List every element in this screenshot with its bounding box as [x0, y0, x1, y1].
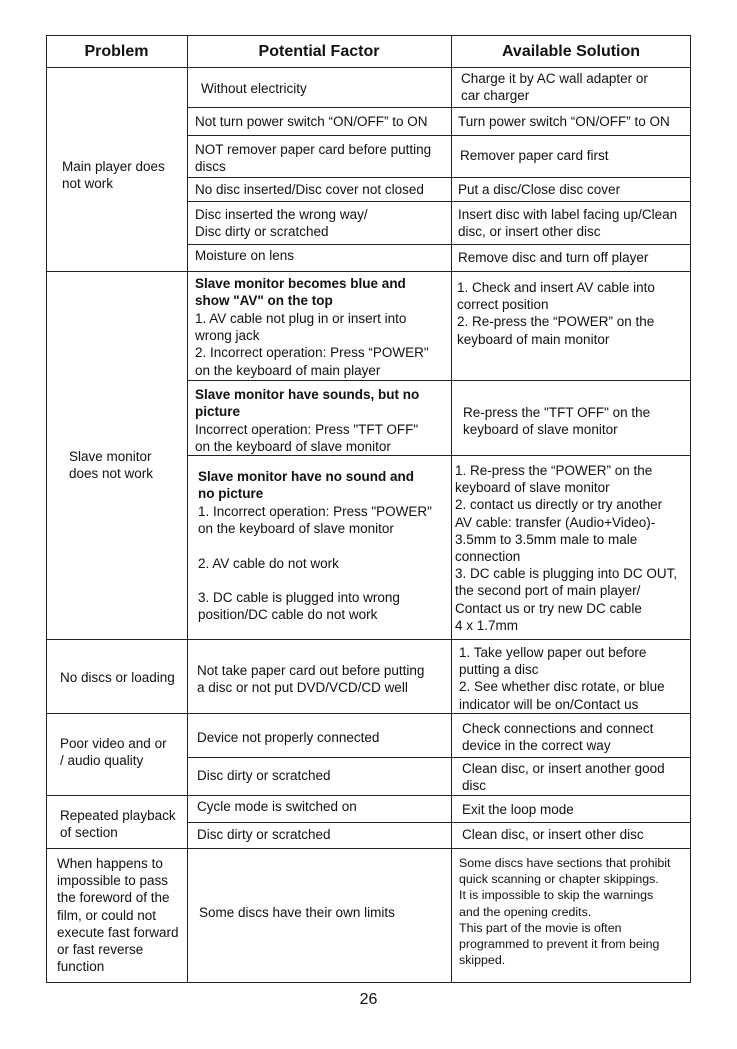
- factor-cell: Disc dirty or scratched: [197, 827, 331, 842]
- solution-cell: Clean disc, or insert another good disc: [462, 761, 665, 794]
- factor-cell: Moisture on lens: [195, 248, 295, 263]
- troubleshooting-table: [46, 35, 691, 983]
- problem-foreword: When happens to impossible to pass the foreword of the film, or could not execute fast forward or fast reverse function: [57, 856, 179, 975]
- solution-cell: Put a disc/Close disc cover: [458, 182, 621, 197]
- factor-cell: 1. Incorrect operation: Press "POWER" on the keyboard of slave monitor 2. AV cable do not work 3. DC cable is plugged into wrong position/DC cable do not work: [198, 504, 432, 623]
- solution-cell: Some discs have sections that prohibit quick scanning or chapter skippings. It is impossible to skip the warnings and the opening credits. This part of the movie is often programmed to prevent it from being skipped.: [459, 856, 671, 968]
- problem-slave-monitor: Slave monitor does not work: [69, 449, 154, 482]
- solution-cell: Charge it by AC wall adapter or car charger: [461, 71, 648, 104]
- factor-cell: Some discs have their own limits: [199, 905, 395, 920]
- factor-cell: Not take paper card out before putting a disc or not put DVD/VCD/CD well: [197, 663, 425, 696]
- factor-cell: Disc dirty or scratched: [197, 768, 331, 783]
- factor-cell: NOT remover paper card before putting discs: [195, 142, 432, 175]
- page-number: 26: [359, 991, 378, 1008]
- solution-cell: 1. Check and insert AV cable into correct position 2. Re-press the “POWER” on the keyboard of main monitor: [457, 280, 655, 347]
- solution-cell: 1. Take yellow paper out before putting a disc 2. See whether disc rotate, or blue indicator will be on/Contact us: [459, 645, 665, 712]
- factor-cell: Cycle mode is switched on: [197, 799, 357, 814]
- problem-main-player: Main player does not work: [62, 159, 165, 192]
- factor-cell: No disc inserted/Disc cover not closed: [195, 182, 424, 197]
- factor-cell: Disc inserted the wrong way/ Disc dirty or scratched: [195, 207, 368, 240]
- problem-no-discs: No discs or loading: [60, 670, 175, 685]
- factor-cell: Without electricity: [201, 81, 307, 96]
- problem-repeated-playback: Repeated playback of section: [60, 808, 176, 841]
- solution-cell: Clean disc, or insert other disc: [462, 827, 644, 842]
- solution-cell: Check connections and connect device in the correct way: [462, 721, 654, 754]
- factor-title: Slave monitor have no sound and no picture: [198, 469, 415, 502]
- solution-cell: 1. Re-press the “POWER” on the keyboard of slave monitor 2. contact us directly or try another AV cable: transfer (Audio+Video)- 3.5mm to 3.5mm male to male connection 3. DC cable is plugging into DC OUT, the second port of main player/ Contact us or try new DC cable 4 x 1.7mm: [455, 463, 678, 633]
- solution-cell: Remove disc and turn off player: [458, 250, 649, 265]
- factor-cell: 1. AV cable not plug in or insert into wrong jack 2. Incorrect operation: Press “POWER" on the keyboard of main player: [195, 311, 429, 378]
- solution-cell: Turn power switch “ON/OFF” to ON: [458, 114, 670, 129]
- header-potential-factor: Potential Factor: [258, 43, 380, 60]
- factor-title: Slave monitor have sounds, but no picture: [195, 387, 420, 420]
- factor-title: Slave monitor becomes blue and show "AV" on the top: [195, 276, 406, 309]
- header-problem: Problem: [84, 43, 149, 60]
- solution-cell: Insert disc with label facing up/Clean disc, or insert other disc: [458, 207, 678, 240]
- solution-cell: Remover paper card first: [460, 148, 609, 163]
- factor-cell: Incorrect operation: Press "TFT OFF" on the keyboard of slave monitor: [195, 422, 419, 455]
- factor-cell: Not turn power switch “ON/OFF” to ON: [195, 114, 428, 129]
- solution-cell: Re-press the "TFT OFF" on the keyboard of slave monitor: [463, 405, 651, 438]
- factor-cell: Device not properly connected: [197, 730, 380, 745]
- solution-cell: Exit the loop mode: [462, 802, 574, 817]
- header-available-solution: Available Solution: [501, 43, 641, 60]
- problem-poor-video: Poor video and or / audio quality: [60, 736, 167, 769]
